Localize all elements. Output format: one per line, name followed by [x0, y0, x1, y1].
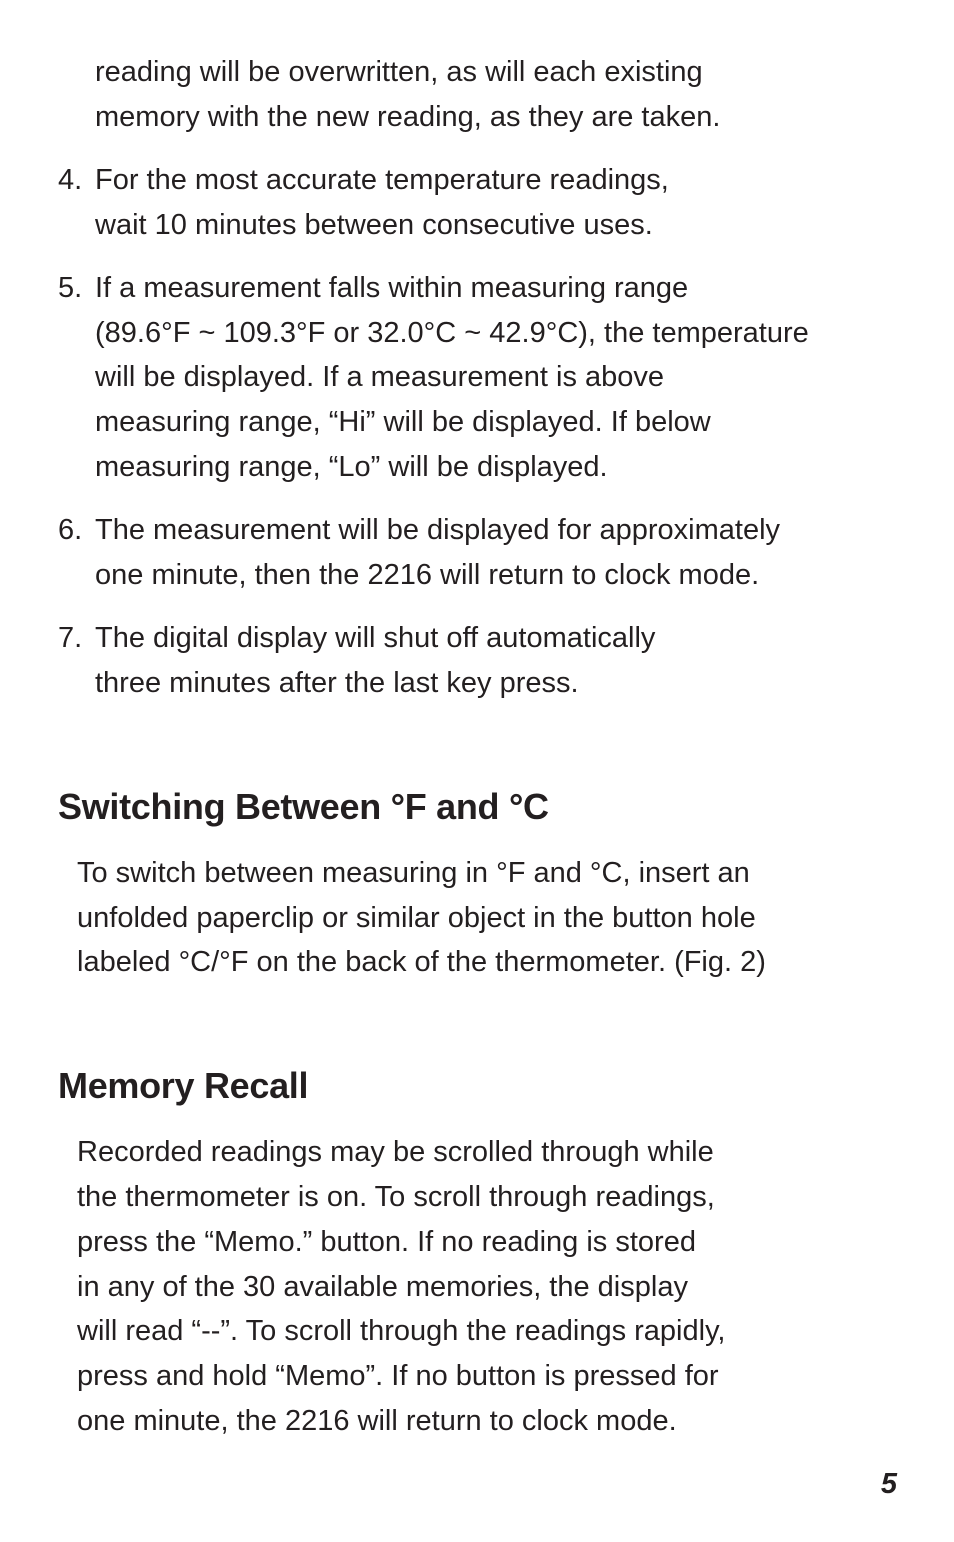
text-line: press the “Memo.” button. If no reading is stored [77, 1226, 696, 1258]
text-line: labeled °C/°F on the back of the thermometer. (Fig. 2) [77, 946, 766, 978]
text-line: The digital display will shut off automatically [95, 622, 656, 654]
page-number: 5 [880, 1468, 897, 1500]
section-heading: Memory Recall [58, 1065, 309, 1106]
text-line: reading will be overwritten, as will each existing [95, 56, 703, 88]
text-line: (89.6°F ~ 109.3°F or 32.0°C ~ 42.9°C), the temperature [95, 317, 809, 349]
text-line: one minute, then the 2216 will return to clock mode. [95, 559, 760, 591]
text-line: measuring range, “Hi” will be displayed. If below [95, 406, 711, 438]
text-line: Recorded readings may be scrolled through while [77, 1136, 714, 1168]
text-line: unfolded paperclip or similar object in the button hole [77, 902, 756, 934]
text-line: The measurement will be displayed for approximately [95, 514, 781, 546]
step-number: 7. [58, 622, 83, 654]
text-line: If a measurement falls within measuring range [95, 272, 689, 304]
text-line: the thermometer is on. To scroll through readings, [77, 1181, 715, 1213]
text-line: in any of the 30 available memories, the display [77, 1271, 688, 1303]
text-line: memory with the new reading, as they are taken. [95, 101, 721, 133]
text-line: press and hold “Memo”. If no button is pressed for [77, 1360, 719, 1392]
text-line: wait 10 minutes between consecutive uses. [95, 209, 653, 241]
step-number: 5. [58, 272, 83, 304]
text-line: will be displayed. If a measurement is above [95, 361, 665, 393]
step-number: 4. [58, 164, 83, 196]
text-line: To switch between measuring in °F and °C, insert an [77, 857, 750, 889]
text-line: will read “--”. To scroll through the readings rapidly, [77, 1315, 726, 1347]
text-line: measuring range, “Lo” will be displayed. [95, 451, 608, 483]
text-line: For the most accurate temperature readings, [95, 164, 669, 196]
section-heading: Switching Between °F and °C [58, 786, 549, 827]
text-line: one minute, the 2216 will return to clock mode. [77, 1405, 677, 1437]
step-number: 6. [58, 514, 83, 546]
text-line: three minutes after the last key press. [95, 667, 579, 699]
